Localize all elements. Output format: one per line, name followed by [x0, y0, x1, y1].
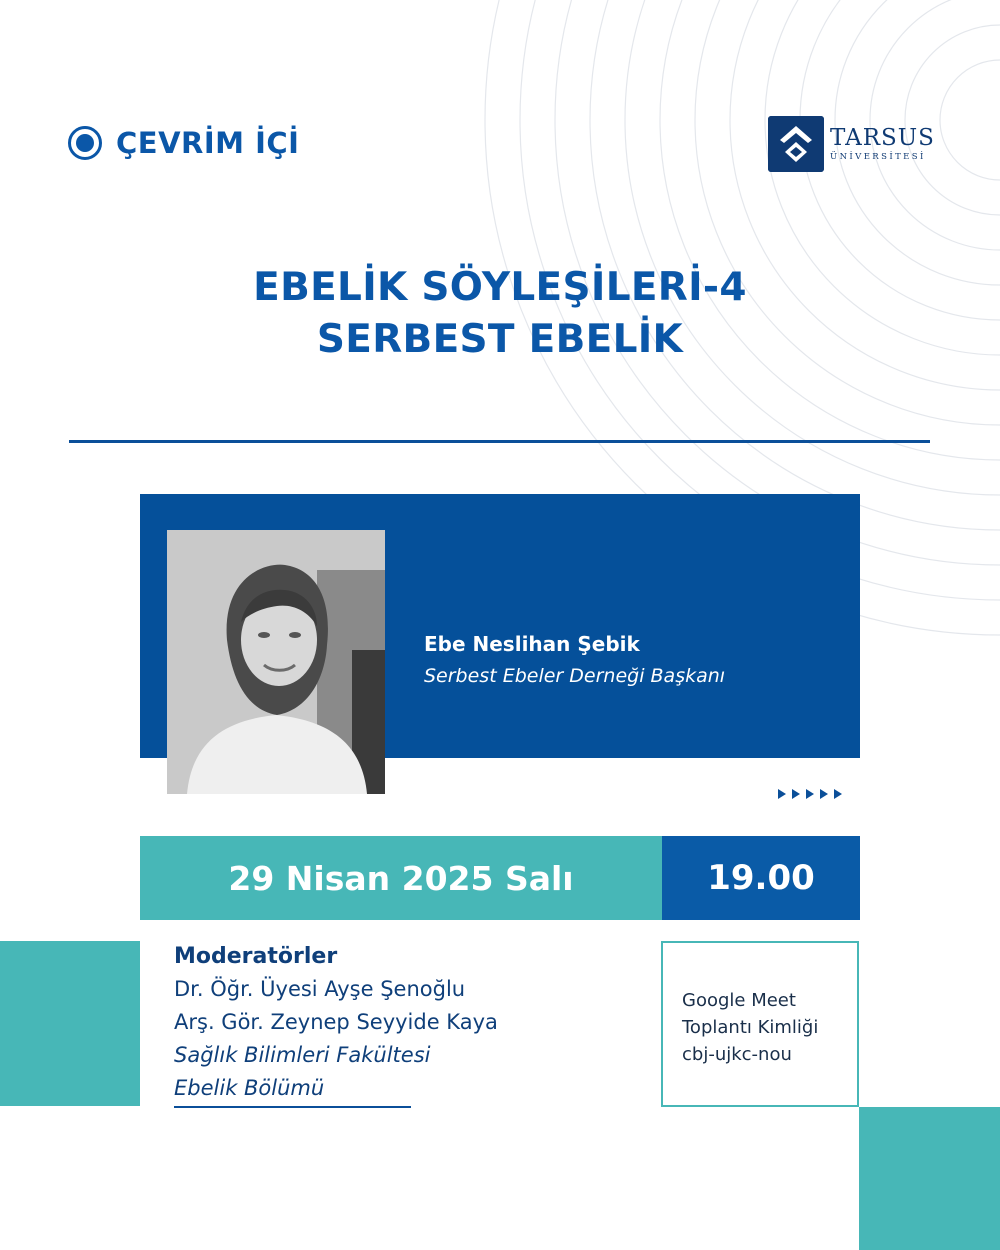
moderator-name: Dr. Öğr. Üyesi Ayşe Şenoğlu — [174, 977, 466, 1001]
meeting-id: cbj-ujkc-nou — [682, 1044, 792, 1065]
speaker-role: Serbest Ebeler Derneği Başkanı — [424, 665, 726, 687]
triangle-right-icon — [820, 789, 828, 799]
meeting-id-label: Toplantı Kimliği — [682, 1017, 819, 1038]
faculty-name: Sağlık Bilimleri Fakültesi — [174, 1043, 431, 1067]
triangle-right-icon — [778, 789, 786, 799]
arrow-decoration — [778, 789, 842, 799]
decorative-block-left — [0, 941, 140, 1106]
event-time: 19.00 — [707, 858, 815, 898]
speaker-photo — [167, 530, 385, 794]
triangle-right-icon — [792, 789, 800, 799]
moderators-section — [174, 940, 498, 1105]
title-line-1: EBELİK SÖYLEŞİLERİ-4 — [253, 265, 747, 310]
moderators-underline — [174, 1106, 411, 1108]
radio-dot-icon — [68, 126, 102, 160]
decorative-block-right — [859, 1107, 1000, 1250]
date-bar — [140, 836, 662, 920]
meeting-info-box — [661, 941, 859, 1107]
department-name: Ebelik Bölümü — [174, 1076, 325, 1100]
logo-subtitle: ÜNİVERSİTESİ — [830, 151, 926, 162]
university-emblem-icon — [768, 116, 824, 172]
title-divider — [69, 440, 930, 443]
moderator-name: Arş. Gör. Zeynep Seyyide Kaya — [174, 1010, 498, 1034]
meeting-platform: Google Meet — [682, 990, 796, 1011]
online-label: ÇEVRİM İÇİ — [116, 126, 300, 160]
online-badge — [68, 126, 299, 160]
moderators-heading: Moderatörler — [174, 944, 338, 969]
speaker-name: Ebe Neslihan Şebik — [424, 632, 640, 656]
time-bar — [662, 836, 860, 920]
triangle-right-icon — [806, 789, 814, 799]
logo-name: TARSUS — [830, 124, 935, 151]
triangle-right-icon — [834, 789, 842, 799]
event-title — [0, 262, 1000, 366]
event-date: 29 Nisan 2025 Salı — [228, 858, 574, 898]
title-line-2: SERBEST EBELİK — [316, 317, 684, 362]
university-logo — [768, 116, 935, 172]
